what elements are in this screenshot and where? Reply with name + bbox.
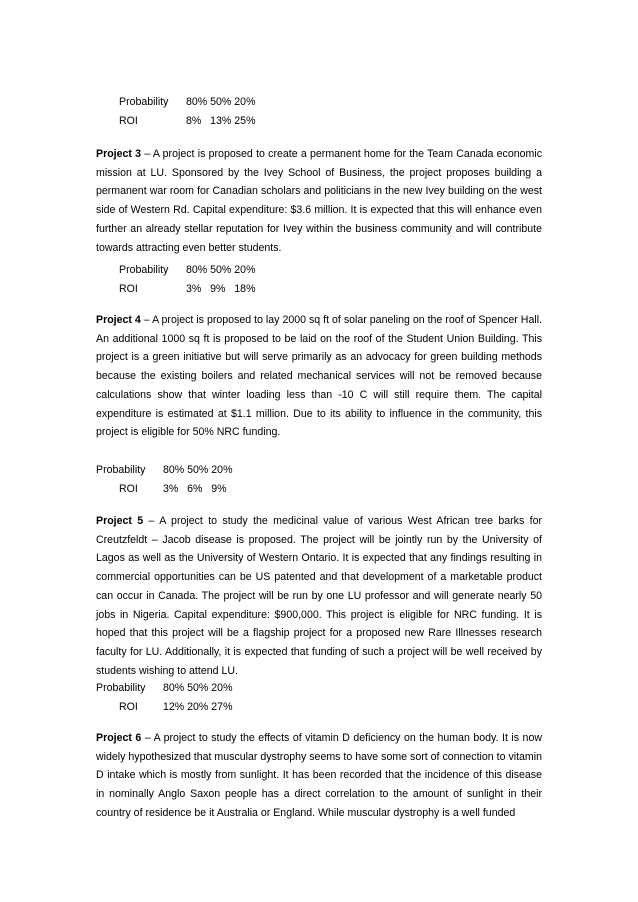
probability-label: Probability bbox=[119, 264, 169, 276]
probability-label: Probability bbox=[96, 682, 146, 694]
project-4-paragraph bbox=[96, 311, 542, 442]
project-3-title: Project 3 bbox=[96, 148, 142, 160]
project-3-body: – A project is proposed to create a permanent home for the Team Canada economic mission at LU. Sponsored by the Ivey School of Business, the project proposes building a permanent war room for Canadian scholars and politicians in the new Ivey building on the west side of Western Rd. Capital expenditure: $3.6 million. It is expected that this will enhance even further an already stellar reputation for Ivey within the business community and will contribute towards attracting even better students. bbox=[96, 148, 542, 254]
roi-row bbox=[96, 698, 233, 717]
probability-row bbox=[119, 261, 256, 280]
roi-values: 3% 9% 18% bbox=[186, 283, 256, 295]
roi-label: ROI bbox=[119, 115, 138, 127]
probability-values: 80% 50% 20% bbox=[186, 96, 256, 108]
roi-row bbox=[119, 280, 256, 299]
project-3-paragraph bbox=[96, 145, 542, 257]
project-6-title: Project 6 bbox=[96, 732, 142, 744]
roi-values: 12% 20% 27% bbox=[163, 701, 233, 713]
roi-values: 8% 13% 25% bbox=[186, 115, 256, 127]
project-5-title: Project 5 bbox=[96, 515, 144, 527]
probability-label: Probability bbox=[119, 96, 169, 108]
probability-table-d bbox=[96, 679, 233, 717]
probability-label: Probability bbox=[96, 464, 146, 476]
probability-row bbox=[96, 461, 233, 480]
probability-row bbox=[96, 679, 233, 698]
roi-label: ROI bbox=[119, 283, 138, 295]
roi-values: 3% 6% 9% bbox=[163, 483, 227, 495]
probability-table-c bbox=[96, 461, 233, 499]
roi-row bbox=[119, 112, 256, 131]
project-5-paragraph bbox=[96, 512, 542, 680]
project-4-body: – A project is proposed to lay 2000 sq ft of solar paneling on the roof of Spencer Hall. An additional 1000 sq ft is proposed to be laid on the roof of the Student Union Building. This project is a green initiative but will serve primarily as an advocacy for green building methods because the existing boilers and related mechanical services will not be removed because calculations show that winter loading less than -10 C will still require them. The capital expenditure is estimated at $1.1 million. Due to its ability to influence in the community, this project is eligible for 50% NRC funding. bbox=[96, 314, 542, 439]
roi-label: ROI bbox=[119, 701, 138, 713]
probability-values: 80% 50% 20% bbox=[186, 264, 256, 276]
project-4-title: Project 4 bbox=[96, 314, 141, 326]
project-6-body: – A project to study the effects of vitamin D deficiency on the human body. It is now widely hypothesized that muscular dystrophy seems to have some sort of connection to vitamin D intake which is mostly from sunlight. It has been recorded that the incidence of this disease in nominally Anglo Saxon people has a direct correlation to the amount of sunlight in their country of residence be it Australia or England. While muscular dystrophy is a well funded bbox=[96, 732, 542, 819]
probability-table-b bbox=[119, 261, 256, 299]
roi-label: ROI bbox=[119, 483, 138, 495]
probability-table-a bbox=[119, 93, 256, 131]
project-6-paragraph bbox=[96, 729, 542, 823]
probability-values: 80% 50% 20% bbox=[163, 464, 233, 476]
roi-row bbox=[96, 480, 233, 499]
probability-values: 80% 50% 20% bbox=[163, 682, 233, 694]
project-5-body: – A project to study the medicinal value of various West African tree barks for Creutzfeldt – Jacob disease is proposed. The project will be jointly run by the University of Lagos as well as the University of Western Ontario. It is expected that any findings resulting in commercial opportunities can be US patented and that development of a marketable product can occur in Canada. The project will be run by one LU professor and will generate nearly 50 jobs in Nigeria. Capital expenditure: $900,000. This project is eligible for NRC funding. It is hoped that this project will be a flagship project for a proposed new Rare Illnesses research faculty for LU. Additionally, it is expected that funding of such a project will be well received by students wishing to attend LU. bbox=[96, 515, 542, 677]
probability-row bbox=[119, 93, 256, 112]
